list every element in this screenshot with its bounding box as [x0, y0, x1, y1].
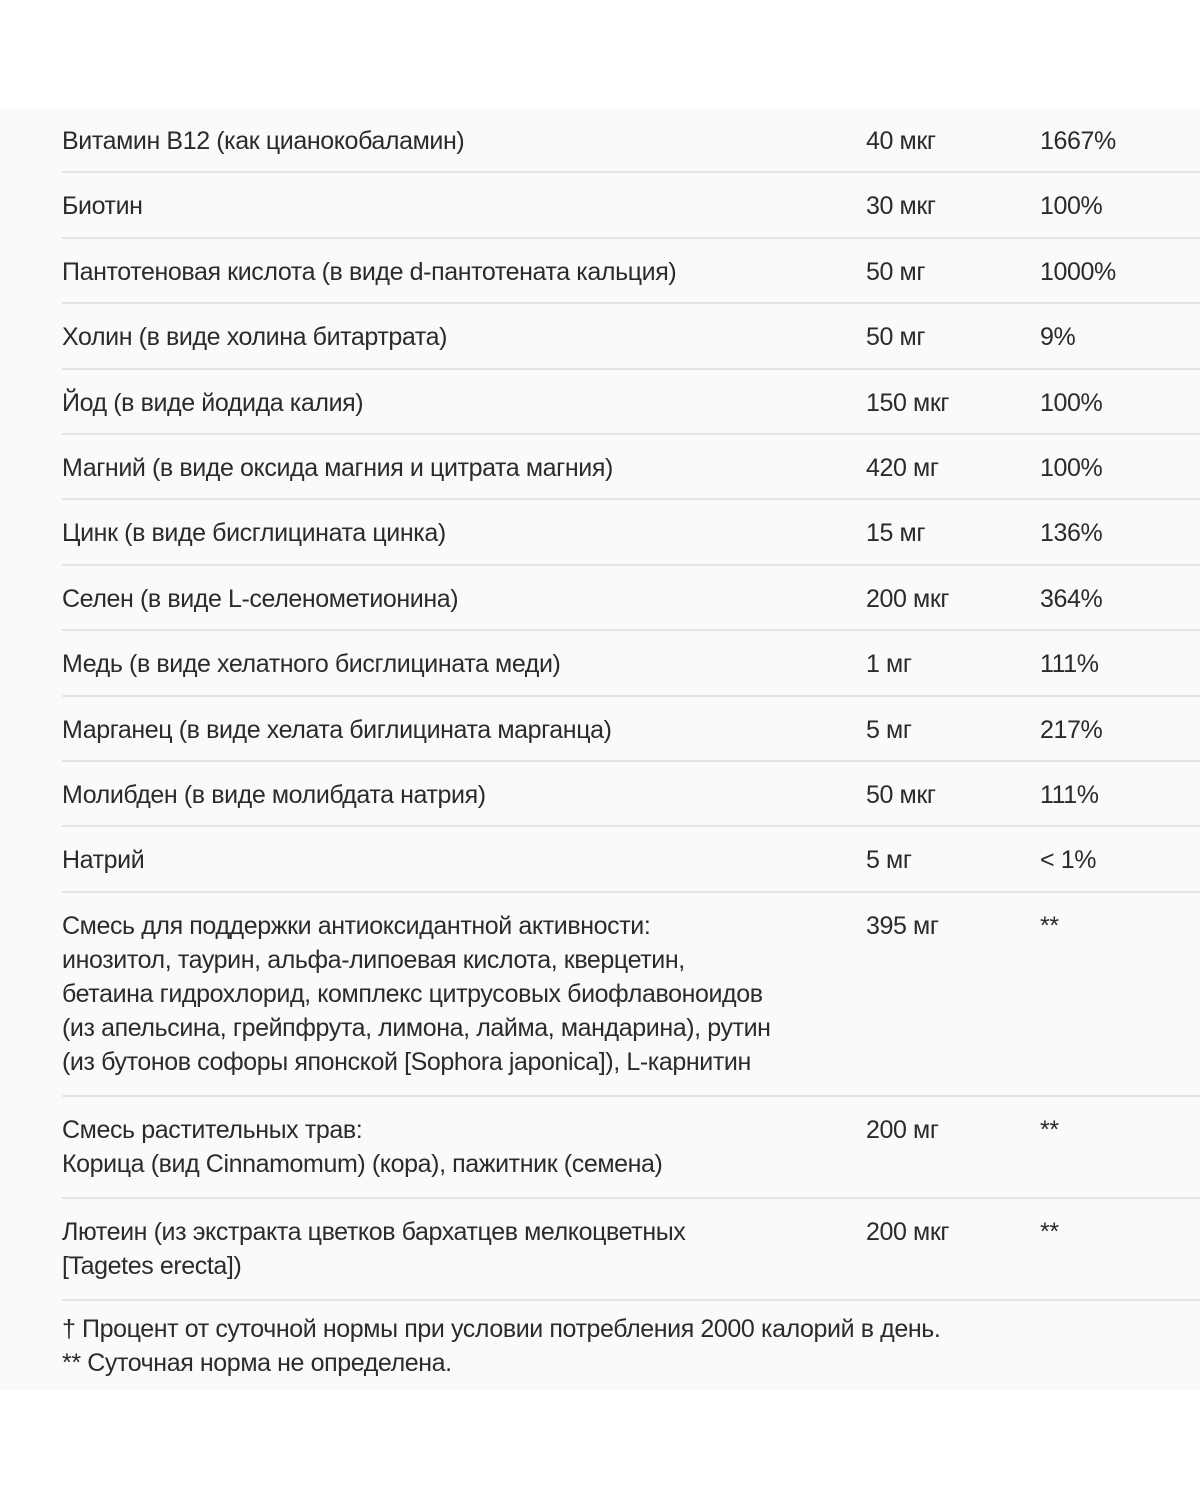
- table-row: [62, 762, 1200, 827]
- ingredient-name: Йод (в виде йодида калия): [62, 388, 364, 417]
- ingredient-name: Селен (в виде L-селенометионина): [62, 584, 459, 613]
- ingredient-amount: 50 мг: [866, 323, 926, 352]
- ingredient-name: Медь (в виде хелатного бисглицината меди): [62, 650, 561, 679]
- daily-value-percent: 136%: [1040, 519, 1103, 548]
- ingredient-name: Марганец (в виде хелата биглицината марганца): [62, 715, 612, 744]
- ingredient-name: Молибден (в виде молибдата натрия): [62, 780, 486, 809]
- daily-value-percent: **: [1040, 1115, 1059, 1144]
- daily-value-percent: 100%: [1040, 453, 1103, 482]
- ingredient-name: Биотин: [62, 192, 143, 221]
- table-row: [62, 173, 1200, 238]
- table-row: [62, 631, 1200, 696]
- table-row: [62, 500, 1200, 565]
- table-row: [62, 827, 1200, 892]
- ingredient-amount: 15 мг: [866, 519, 926, 548]
- ingredient-name: Натрий: [62, 846, 145, 875]
- ingredient-amount: 30 мкг: [866, 192, 936, 221]
- ingredient-name: Пантотеновая кислота (в виде d-пантотената кальция): [62, 257, 677, 286]
- table-row: [62, 1097, 1200, 1199]
- ingredient-name: Смесь растительных трав: Корица (вид Cinnamomum) (кора), пажитник (семена): [62, 1115, 663, 1178]
- ingredient-amount: 200 мкг: [866, 584, 950, 613]
- daily-value-percent: 364%: [1040, 584, 1103, 613]
- ingredient-amount: 200 мг: [866, 1115, 939, 1144]
- ingredient-amount: 395 мг: [866, 911, 939, 940]
- ingredient-amount: 150 мкг: [866, 388, 950, 417]
- ingredient-amount: 420 мг: [866, 453, 939, 482]
- table-row: [62, 239, 1200, 304]
- daily-value-percent: < 1%: [1040, 846, 1097, 875]
- ingredient-name: Холин (в виде холина битартрата): [62, 323, 448, 352]
- daily-value-percent: **: [1040, 1217, 1059, 1246]
- daily-value-percent: 111%: [1040, 650, 1099, 679]
- ingredient-amount: 50 мкг: [866, 780, 936, 809]
- table-row: [62, 108, 1200, 173]
- daily-value-percent: 217%: [1040, 715, 1103, 744]
- ingredient-name: Лютеин (из экстракта цветков бархатцев мелкоцветных [Tagetes erecta]): [62, 1217, 686, 1280]
- footnote-not-established: ** Суточная норма не определена.: [62, 1349, 452, 1377]
- table-row: [62, 697, 1200, 762]
- table-row: [62, 435, 1200, 500]
- ingredient-amount: 50 мг: [866, 257, 926, 286]
- ingredient-amount: 1 мг: [866, 650, 912, 679]
- ingredient-amount: 40 мкг: [866, 127, 936, 155]
- table-row: [62, 1199, 1200, 1301]
- table-row: [62, 370, 1200, 435]
- ingredient-amount: 5 мг: [866, 846, 912, 875]
- daily-value-percent: 100%: [1040, 388, 1103, 417]
- ingredient-name: Смесь для поддержки антиоксидантной активности: инозитол, таурин, альфа-липоевая кислота, кверцетин, бетаина гидрохлорид, комплекс цитрусовых биофлавоноидов (из апельсина, грейпфрута, лимона, лайма, мандарина), рутин (из бутонов софоры японской [Sophora japonica]), L-карнитин: [62, 911, 771, 1076]
- ingredient-amount: 200 мкг: [866, 1217, 950, 1246]
- ingredient-name: Магний (в виде оксида магния и цитрата магния): [62, 453, 613, 482]
- footnotes: [62, 1312, 1162, 1380]
- supplement-facts-table: [62, 108, 1200, 1301]
- ingredient-name: Витамин B12 (как цианокобаламин): [62, 127, 465, 155]
- daily-value-percent: 111%: [1040, 780, 1099, 809]
- daily-value-percent: 100%: [1040, 192, 1103, 221]
- daily-value-percent: 1000%: [1040, 257, 1116, 286]
- daily-value-percent: 9%: [1040, 323, 1076, 352]
- footnote-daily-value: † Процент от суточной нормы при условии потребления 2000 калорий в день.: [62, 1315, 941, 1343]
- daily-value-percent: **: [1040, 911, 1059, 940]
- ingredient-amount: 5 мг: [866, 715, 912, 744]
- ingredient-name: Цинк (в виде бисглицината цинка): [62, 519, 446, 548]
- table-row: [62, 893, 1200, 1097]
- daily-value-percent: 1667%: [1040, 127, 1116, 155]
- table-row: [62, 304, 1200, 369]
- table-row: [62, 566, 1200, 631]
